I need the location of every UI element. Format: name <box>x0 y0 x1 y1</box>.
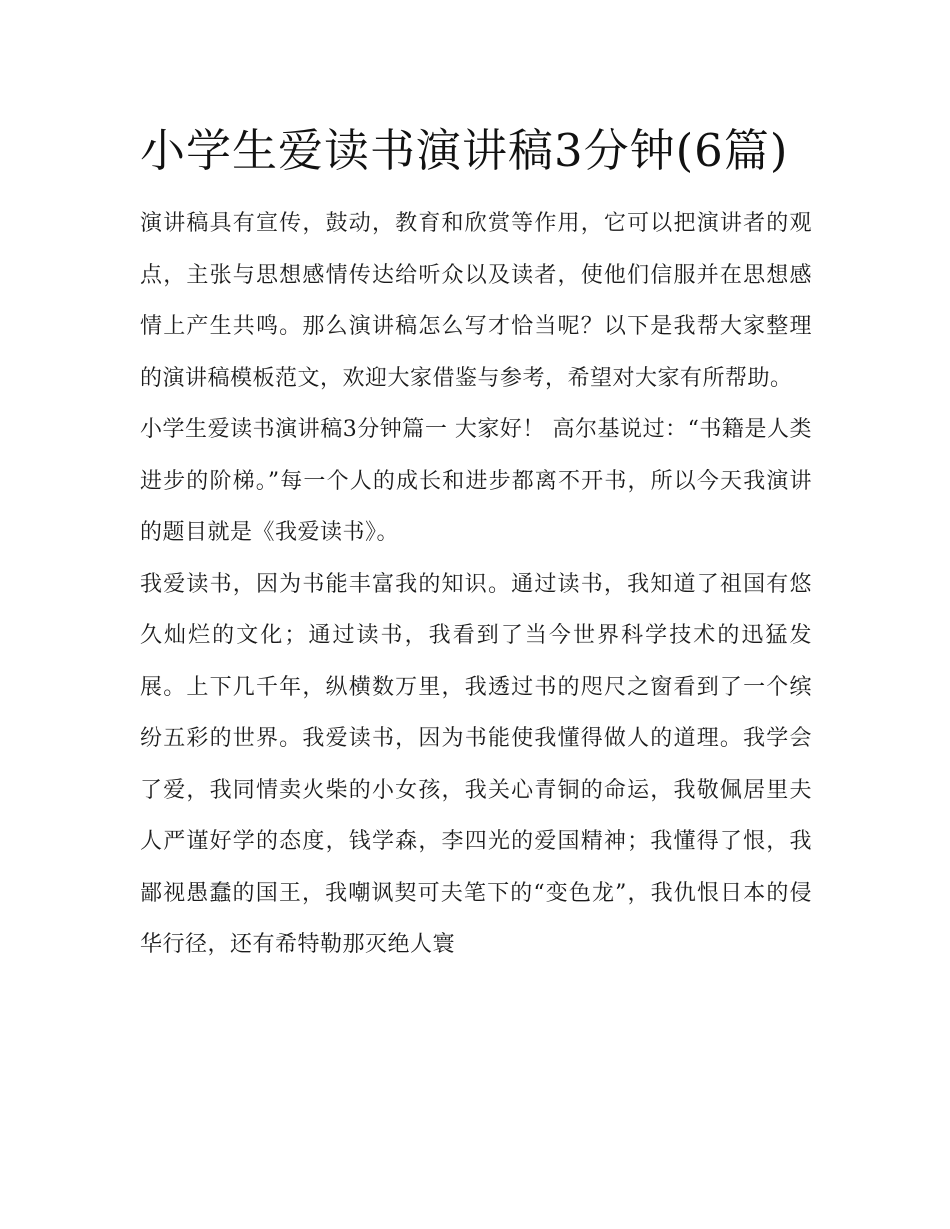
speech-opening-paragraph: 小学生爱读书演讲稿3分钟篇一 大家好！ 高尔基说过：“书籍是人类进步的阶梯。”每一个人的成长和进步都离不开书，所以今天我演讲的题目就是《我爱读书》。 <box>140 417 812 545</box>
intro-paragraph: 演讲稿具有宣传，鼓动，教育和欣赏等作用，它可以把演讲者的观点，主张与思想感情传达给听众以及读者，使他们信服并在思想感情上产生共鸣。那么演讲稿怎么写才恰当呢？以下是我帮大家整理的演讲稿模板范文，欢迎大家借鉴与参考，希望对大家有所帮助。 <box>140 211 812 391</box>
document-title: 小学生爱读书演讲稿3分钟(6篇) <box>140 124 789 177</box>
speech-body-paragraph: 我爱读书，因为书能丰富我的知识。通过读书，我知道了祖国有悠久灿烂的文化；通过读书，我看到了当今世界科学技术的迅猛发展。上下几千年，纵横数万里，我透过书的咫尺之窗看到了一个缤纷五彩的世界。我爱读书，因为书能使我懂得做人的道理。我学会了爱，我同情卖火柴的小女孩，我关心青铜的命运，我敬佩居里夫人严谨好学的态度，钱学森，李四光的爱国精神；我懂得了恨，我鄙视愚蠢的国王，我嘲讽契可夫笔下的“变色龙”，我仇恨日本的侵华行径，还有希特勒那灭绝人寰 <box>140 571 812 957</box>
document-body <box>140 118 812 971</box>
